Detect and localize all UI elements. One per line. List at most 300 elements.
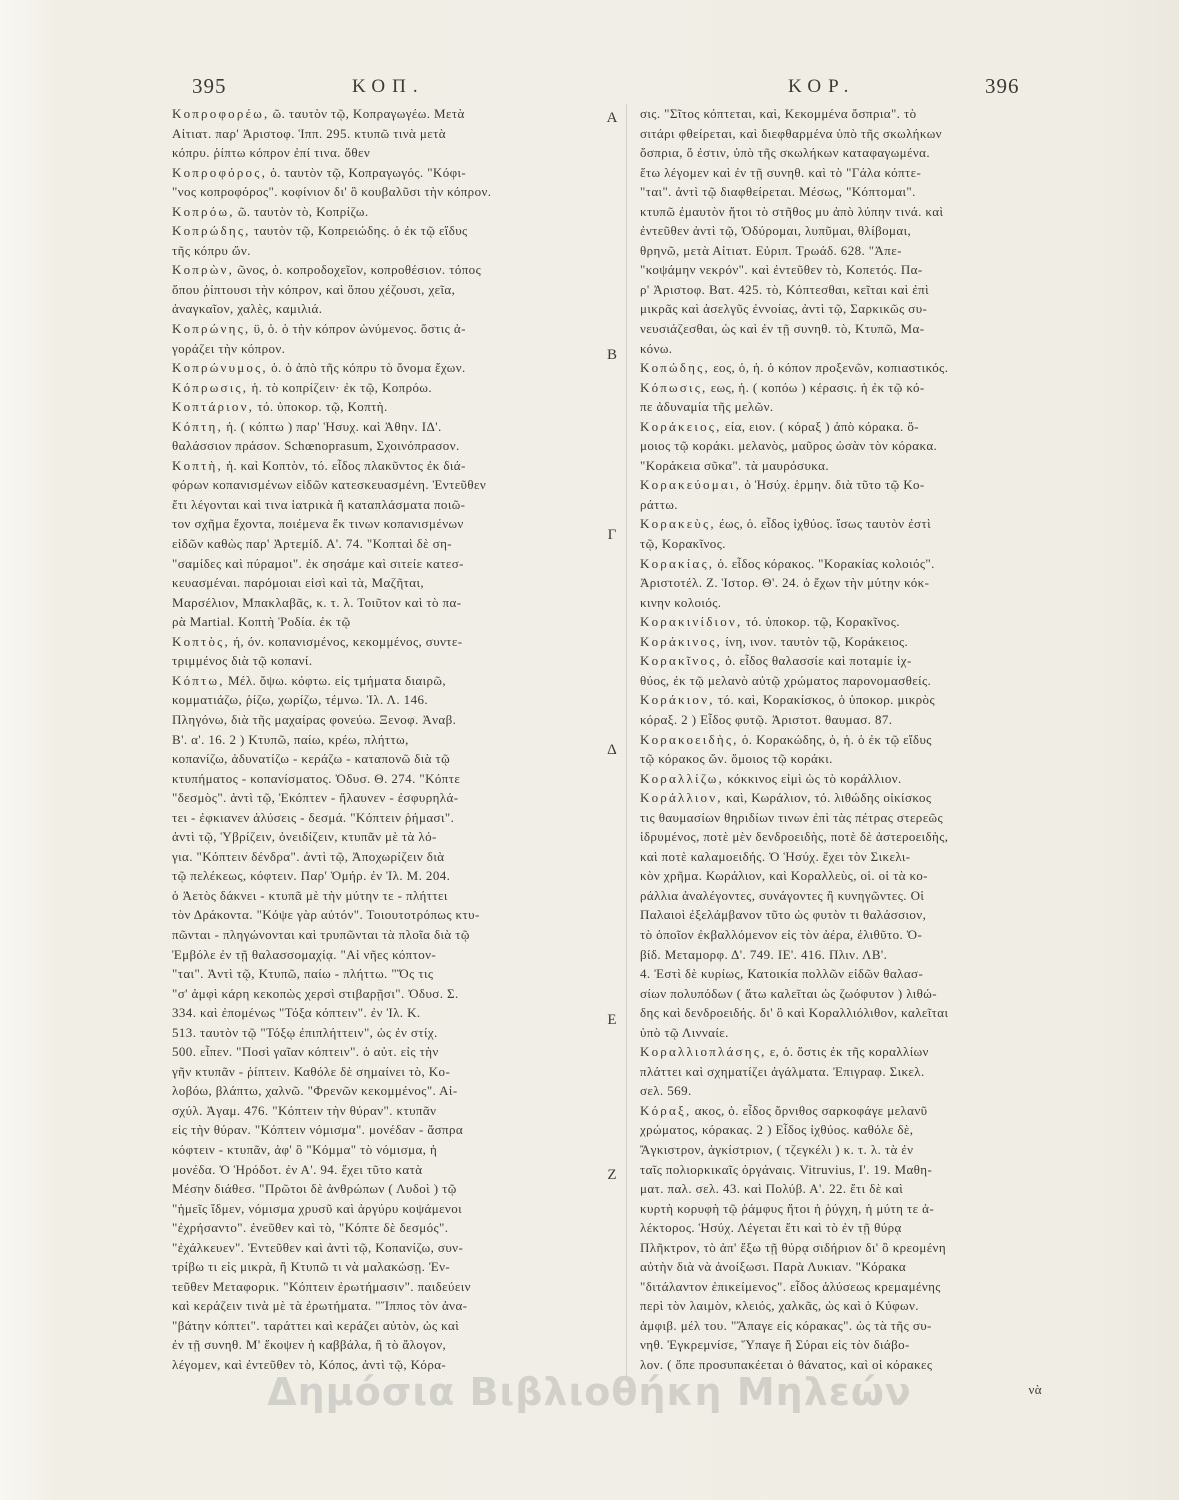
text-line — [640, 436, 1042, 456]
line-content — [172, 671, 446, 691]
line-text: νευσιάζεσθαι, ὡς καὶ ἐν τῇ συνηθ. τὸ, Κτυπῶ, Μα- — [640, 321, 925, 337]
text-line — [640, 299, 1042, 319]
line-content — [172, 769, 460, 789]
text-line — [172, 417, 602, 437]
margin-letter: Γ — [607, 527, 617, 543]
entry-text: ὁ. εἶδος κόρακος. "Κορακίας κολοιός". — [717, 555, 935, 571]
line-text: τὸν Δράκοντα. "Κόψε γὰρ αὐτόν". Τοιουτοτρόπως κτυ- — [172, 907, 480, 923]
line-content — [172, 495, 465, 515]
line-text: ἀναγκαῖον, χαλὲς, καμιλιά. — [172, 301, 323, 317]
line-content — [640, 1179, 903, 1199]
line-text: θύος, ἐκ τῷ μελανὸ αὐτῷ χρώματος παρονομασθείς. — [640, 672, 932, 688]
line-content — [172, 1062, 450, 1082]
text-line — [172, 397, 602, 417]
margin-letter: Α — [606, 110, 618, 126]
headword: Κοράκιον, — [640, 692, 715, 708]
line-text: ράλλια ἀναλέγοντες, συνάγοντες ἢ κυνηγῶντες. Οἱ — [640, 887, 925, 903]
line-text: κόφτειν - κτυπᾶν, ἀφ' ὃ "Κόμμα" τὸ νόμισμα, ἡ — [172, 1141, 438, 1157]
headword: Κορακοειδὴς, — [640, 731, 739, 747]
line-text: Β'. α'. 16. 2 ) Κτυπῶ, παίω, κρέω, πλήττω, — [172, 731, 409, 747]
entry-text: τό. καὶ, Κορακίσκος, ὁ ὑποκορ. μικρὸς — [717, 692, 936, 708]
text-line — [172, 690, 602, 710]
text-line — [640, 1277, 1042, 1297]
text-line — [640, 1062, 1042, 1082]
margin-letter: Ε — [607, 1012, 617, 1028]
line-text: "βάτην κόπτει". ταράττει καὶ κεράζει αὐτὸν, ὡς καὶ — [172, 1317, 460, 1333]
line-content — [640, 514, 931, 534]
line-text: εἰς τὴν θύραν. "Κόπτειν νόμισμα". μονέδαν - ἄσπρα — [172, 1122, 464, 1138]
line-content — [640, 1160, 932, 1180]
line-text: κόπρυ. ῥίπτω κόπρον ἐπί τινα. ὅθεν — [172, 145, 371, 161]
text-line — [172, 1023, 602, 1043]
text-line — [172, 495, 602, 515]
text-line — [172, 163, 602, 183]
line-text: ἔτι λέγονται καὶ τινα ἰατρικὰ ἢ καταπλάσματα ποιῶ- — [172, 496, 466, 512]
text-line — [172, 319, 602, 339]
text-line — [640, 475, 1042, 495]
headword: Κορακίας, — [640, 555, 715, 571]
text-line — [640, 1296, 1042, 1316]
text-line — [172, 1179, 602, 1199]
line-content — [172, 143, 370, 163]
entry-text: καὶ, Κωράλιον, τό. λιθώδης οἰκίσκος — [726, 790, 932, 806]
line-content — [640, 358, 948, 378]
text-line — [172, 632, 602, 652]
line-text: αὐτὴν διὰ νὰ ἀνοίξωσι. Παρὰ Λυκιαν. "Κόρακα — [640, 1259, 907, 1275]
headword: Κοπρόω, — [172, 203, 235, 219]
line-content — [640, 182, 916, 202]
entry-text: ὁ. εἶδος θαλασσίε καὶ ποταμίε ἰχ- — [725, 653, 912, 669]
line-content — [640, 202, 943, 222]
headword: Κόπτη, — [172, 418, 223, 434]
right-column — [640, 104, 1042, 1375]
line-text: τεῦθεν Μεταφορικ. "Κόπτειν ἐρωτήμασιν". παιδεύειν — [172, 1278, 471, 1294]
line-content — [640, 827, 948, 847]
text-line — [172, 1257, 602, 1277]
text-line — [640, 925, 1042, 945]
line-content — [640, 710, 892, 730]
line-content — [172, 1101, 436, 1121]
line-text: "ἐχρήσαντο". ἐνεῦθεν καὶ τὸ, "Κόπτε δὲ δεσμός". — [172, 1220, 449, 1236]
line-content — [640, 1277, 941, 1297]
line-text: τῷ πελέκεως, κόφτειν. Παρ' Ὁμήρ. ἐν Ἰλ. Μ. 204. — [172, 868, 451, 884]
line-text: νηθ. Ἐγκρεμνίσε, Ὕπαγε ἢ Σύραι εἰς τὸν διάβο- — [640, 1337, 910, 1353]
text-line — [640, 319, 1042, 339]
entry-text: ή, όν. κοπανισμένος, κεκομμένος, συντε- — [233, 633, 463, 649]
line-text: 513. ταυτὸν τῷ "Τόξῳ ἐπιπλήττειν", ὡς ἐν στίχ. — [172, 1024, 438, 1040]
line-text: 500. εἶπεν. "Ποσὶ γαῖαν κόπτειν". ὁ αὐτ. εἰς τὴν — [172, 1044, 439, 1060]
line-text: γῆν κτυπᾶν - ῥίπτειν. Καθόλε δὲ σημαίνει τὸ, Κο- — [172, 1063, 451, 1079]
line-text: σις. "Σῖτος κόπτεται, καὶ, Κεκομμένα ὄσπρια". τὸ — [640, 106, 917, 121]
text-line — [640, 554, 1042, 574]
entry-text: ἡ. ( κόπτω ) παρ' Ἡσυχ. καὶ Ἀθην. ΙΔ'. — [226, 418, 442, 434]
text-line — [172, 593, 602, 613]
text-line — [640, 1179, 1042, 1199]
headword: Κορακινίδιον, — [640, 614, 743, 630]
line-content — [640, 1023, 729, 1043]
line-text: "κοψάμην νεκρόν". καὶ ἐντεῦθεν τὸ, Κοπετός. Πα- — [640, 262, 923, 278]
text-line — [640, 280, 1042, 300]
line-content — [640, 573, 929, 593]
text-line — [172, 1238, 602, 1258]
line-content — [640, 475, 925, 495]
line-text: ἐντεῦθεν ἀντὶ τῷ, Ὀδύρομαι, λυπῦμαι, θλίβομαι, — [640, 223, 912, 239]
line-content — [640, 886, 924, 906]
line-content — [172, 104, 465, 124]
text-line — [640, 847, 1042, 867]
text-line — [640, 1023, 1042, 1043]
text-line — [172, 749, 602, 769]
text-line — [172, 1335, 602, 1355]
line-content — [172, 593, 461, 613]
line-text: Αἰτιατ. παρ' Ἀριστοφ. Ἱππ. 295. κτυπῶ τινὰ μετὰ — [172, 125, 446, 141]
text-line — [172, 456, 602, 476]
entry-text: ὁ Ἡσύχ. ἑρμην. διὰ τῦτο τῷ Κο- — [744, 477, 925, 493]
text-line — [172, 612, 602, 632]
line-text: ματ. παλ. σελ. 43. καὶ Πολύβ. Α'. 22. ἔτι δὲ καὶ — [640, 1181, 904, 1197]
line-text: τις θαυμασίων θηριδίων τινων ἐπὶ τὰς πέτρας στερεῶς — [640, 809, 944, 825]
text-line — [640, 1257, 1042, 1277]
headword: Κορακεὺς, — [640, 516, 716, 532]
text-line — [640, 104, 1042, 124]
line-text: "δεσμὸς". ἀντὶ τῷ, Ἐκόπτεν - ἤλαυνεν - ἐσφυρηλά- — [172, 790, 459, 806]
text-line — [172, 905, 602, 925]
entry-text: Μέλ. ὄψω. κόφτω. εἰς τμήματα διαιρῶ, — [227, 672, 447, 688]
line-text: ἐν τῇ συνηθ. Μ' ἔκοψεν ἡ καββάλα, ἢ τὸ ἄλογον, — [172, 1337, 447, 1353]
catchword: νὰ — [1028, 1382, 1042, 1397]
line-text: Ἄγκιστρον, ἀγκίστριον, ( τζεγκέλι ) κ. τ. λ. τὰ ἐν — [640, 1141, 914, 1157]
text-line — [640, 514, 1042, 534]
entry-text: έως, ὁ. εἶδος ἰχθύος. ἴσως ταυτὸν ἐστὶ — [719, 516, 931, 532]
line-content — [640, 769, 902, 789]
line-text: εἰδῶν καθὼς παρ' Ἀρτεμίδ. Α'. 74. "Κοπταὶ δὲ ση- — [172, 536, 453, 552]
line-content — [172, 378, 432, 398]
text-line — [172, 143, 602, 163]
line-text: Ἐμβόλε ἐν τῇ θαλασσομαχίᾳ. "Αἱ νῆες κόπτον- — [172, 946, 437, 962]
line-text: "διτάλαντον ἐπικείμενος". εἶδος ἁλύσεως κρεμαμένης — [640, 1278, 941, 1294]
text-line — [640, 456, 1042, 476]
line-content — [172, 202, 368, 222]
line-content — [172, 475, 486, 495]
line-text: ὑπὸ τῷ Λινναίε. — [640, 1024, 729, 1040]
line-content — [640, 1042, 929, 1062]
line-content — [172, 632, 463, 652]
line-content — [172, 886, 448, 906]
line-content — [640, 984, 937, 1004]
line-text: τῆς κόπρυ ὤν. — [172, 242, 251, 258]
entry-text: τό. ὑποκορ. τῷ, Κορακῖνος. — [745, 614, 900, 630]
text-line — [172, 514, 602, 534]
text-line — [640, 1160, 1042, 1180]
text-line — [640, 710, 1042, 730]
text-line — [640, 221, 1042, 241]
line-text: λέγομεν, καὶ ἐντεῦθεν τὸ, Κόπος, ἀντὶ τῷ, Κόρα- — [172, 1357, 447, 1372]
text-line — [172, 710, 602, 730]
text-line — [172, 1120, 602, 1140]
text-line — [640, 788, 1042, 808]
line-content — [172, 984, 459, 1004]
line-text: μικρᾶς καὶ ἀσελγῦς ἐννοίας, ἀντὶ τῷ, Σαρκικῶς συ- — [640, 301, 928, 317]
text-line — [172, 475, 602, 495]
line-content — [172, 456, 466, 476]
line-content — [172, 1335, 446, 1355]
line-content — [640, 397, 774, 417]
text-line — [172, 358, 602, 378]
line-text: θρηνῶ, μετὰ Αἰτιατ. Εὐριπ. Τρωάδ. 628. "Ἀπε- — [640, 242, 902, 258]
headword: Κοπρώνης, — [172, 321, 251, 337]
text-line — [172, 808, 602, 828]
text-line — [640, 612, 1042, 632]
line-content — [172, 905, 480, 925]
text-line — [640, 749, 1042, 769]
line-content — [640, 417, 919, 437]
line-content — [172, 260, 481, 280]
line-content — [640, 534, 726, 554]
line-content — [172, 749, 450, 769]
line-text: ἕτω λέγομεν καὶ ἐν τῇ συνηθ. καὶ τὸ "Γάλα κόπτε- — [640, 164, 922, 180]
line-content — [172, 163, 466, 183]
line-text: μονέδα. Ὁ Ἡρόδοτ. ἐν Α'. 94. ἔχει τῦτο κατὰ — [172, 1161, 423, 1177]
text-line — [172, 1218, 602, 1238]
text-line — [172, 339, 602, 359]
line-text: τον σχῆμα ἔχοντα, ποιέμενα ἔκ τινων κοπανισμένων — [172, 516, 464, 532]
text-line — [640, 964, 1042, 984]
text-line — [640, 866, 1042, 886]
line-content — [640, 1296, 919, 1316]
line-text: πῶνται - πληγώνονται καὶ τρυπῶνται τὰ πλοῖα διὰ τῷ — [172, 926, 470, 942]
line-content — [172, 319, 466, 339]
headword: Κόραξ, — [640, 1102, 692, 1118]
margin-letter: Β — [606, 347, 617, 363]
line-content — [640, 143, 930, 163]
text-line — [640, 1120, 1042, 1140]
line-content — [172, 436, 460, 456]
line-content — [640, 1101, 927, 1121]
entry-text: ῶ. ταυτὸν τῷ, Κοπραγωγέω. Μετὰ — [272, 106, 465, 121]
line-text: θαλάσσιον πράσον. Schœnoprasum, Σχοινόπρασον. — [172, 438, 460, 454]
line-text: ὄσπρια, ὅ ἐστιν, ὑπὸ τῆς σκωλήκων καταφαγωμένα. — [640, 145, 931, 161]
text-line — [640, 730, 1042, 750]
line-content — [640, 808, 943, 828]
text-line — [640, 378, 1042, 398]
line-content — [172, 1023, 438, 1043]
headword: Κοράκινος, — [640, 633, 723, 649]
text-line — [172, 788, 602, 808]
text-line — [172, 241, 602, 261]
line-text: 334. καὶ ἐπομένως "Τόξα κόπτειν". ἐν Ἰλ. Κ. — [172, 1005, 421, 1021]
headword: Κοπροφόρος, — [172, 164, 268, 180]
entry-text: ὁ. Κορακώδης, ὁ, ἡ. ὁ ἐκ τῷ εἴδυς — [741, 731, 932, 747]
line-text: Πληγόνω, διὰ τῆς μαχαίρας φονεύω. Ξενοφ. Ἀναβ. — [172, 711, 457, 727]
line-content — [172, 241, 251, 261]
line-content — [172, 1042, 439, 1062]
text-line — [172, 847, 602, 867]
line-text: "σαμίδες καὶ πύραμοι". ἐκ σησάμε καὶ σιτείε κατεσ- — [172, 555, 464, 571]
line-content — [640, 593, 721, 613]
line-content — [172, 710, 456, 730]
library-watermark: Δημόσια Βιβλιοθήκη Μηλεών — [267, 1370, 912, 1414]
headword: Κοπρώνυμος, — [172, 360, 268, 376]
entry-text: ταυτὸν τῷ, Κοπρειώδης. ὁ ἐκ τῷ εἴδυς — [253, 223, 468, 239]
text-line — [640, 417, 1042, 437]
line-content — [640, 1120, 913, 1140]
line-content — [172, 651, 312, 671]
text-line — [172, 1003, 602, 1023]
line-text: κευασμέναι. παρόμοιαι εἰσὶ καὶ τὰ, Μαζῆται, — [172, 575, 425, 591]
line-text: γοράζει τὴν κόπρον. — [172, 340, 286, 356]
headword: Κοπώδης, — [640, 360, 710, 376]
line-text: περὶ τὸν λαιμὸν, κλειός, χαλκᾶς, ὡς καὶ ὁ Κύφων. — [640, 1298, 919, 1314]
line-content — [640, 671, 931, 691]
line-text: ὅπου ῥίπτουσι τὴν κόπρον, καὶ ὅπου χέζουσι, χεῖα, — [172, 281, 456, 297]
line-text: ταῖς πολιορκικαῖς ὀργάναις. Vitruvius, Ι'. 19. Μαθη- — [640, 1161, 933, 1177]
text-line — [172, 554, 602, 574]
line-content — [640, 866, 928, 886]
line-content — [172, 1120, 463, 1140]
text-line — [172, 1160, 602, 1180]
line-content — [640, 788, 931, 808]
text-line — [640, 182, 1042, 202]
entry-text: ῶνος, ὁ. κοπροδοχεῖον, κοπροθέσιον. τόπος — [237, 262, 482, 278]
text-line — [640, 905, 1042, 925]
text-line — [640, 827, 1042, 847]
line-content — [640, 299, 927, 319]
line-content — [640, 651, 912, 671]
line-content — [172, 1257, 450, 1277]
text-line — [172, 925, 602, 945]
line-content — [172, 945, 436, 965]
line-content — [640, 319, 924, 339]
line-content — [172, 866, 450, 886]
text-line — [640, 1218, 1042, 1238]
text-line — [172, 827, 602, 847]
line-text: 4. Ἐστὶ δὲ κυρίως, Κατοικία πολλῶν εἰδῶν θαλασ- — [640, 966, 924, 982]
text-line — [640, 1335, 1042, 1355]
line-text: Μαρσέλιον, Μπακλαβᾶς, κ. τ. λ. Τοιῦτον καὶ τὸ πα- — [172, 594, 462, 610]
text-line — [640, 573, 1042, 593]
margin-letter: Ζ — [607, 1167, 617, 1183]
line-text: καὶ κεράζειν τινὰ μὲ τὰ ἐρωτήματα. "Ἵππος τὸν ἀνα- — [172, 1298, 468, 1314]
entry-text: ε, ὁ. ὅστις ἐκ τῆς κοραλλίων — [769, 1044, 929, 1060]
text-line — [172, 202, 602, 222]
line-text: πλάττει καὶ σχηματίζει ἀγάλματα. Ἐπιγραφ. Σικελ. — [640, 1063, 925, 1079]
line-text: σιτάρι φθείρεται, καὶ διεφθαρμένα ὑπὸ τῆς σκωλήκων — [640, 125, 942, 141]
text-line — [172, 104, 602, 124]
line-content — [640, 847, 911, 867]
line-text: φόρων κοπανισμένων εἰδῶν κατεσκευασμένη. Ἐντεῦθεν — [172, 477, 487, 493]
line-content — [640, 730, 932, 750]
headword: Κορακῖνος, — [640, 653, 723, 669]
line-content — [640, 1081, 692, 1101]
headword: Κοπτάριον, — [172, 399, 255, 415]
line-content — [172, 690, 428, 710]
line-text: Παλαιοὶ ἐξελάμβανον τῦτο ὡς φυτὸν τι θαλάσσιον, — [640, 907, 927, 923]
column-divider — [626, 104, 627, 1376]
text-line — [640, 1199, 1042, 1219]
line-text: "ται". ἀντὶ τῷ διαφθείρεται. Μέσως, "Κόπτομαι". — [640, 184, 916, 200]
line-text: τὸ ὁποῖον ἐκβαλλόμενον εἰς τὸν ἀέρα, ἐλιθῦτο. Ὀ- — [640, 926, 923, 942]
text-line — [640, 495, 1042, 515]
text-line — [172, 1296, 602, 1316]
text-line — [640, 945, 1042, 965]
line-text: "σ' ἀμφὶ κάρη κεκοπὼς χερσὶ στιβαρῇσι". Ὀδυσ. Σ. — [172, 985, 459, 1001]
line-content — [172, 1218, 448, 1238]
line-content — [640, 554, 935, 574]
entry-text: εως, ἡ. ( κοπόω ) κέρασις. ἡ ἐκ τῷ κό- — [710, 379, 925, 395]
entry-text: ϋ, ὁ. ὁ τὴν κόπρον ὠνύμενος. ὅστις ἀ- — [253, 321, 466, 337]
line-content — [172, 1160, 422, 1180]
line-content — [640, 1218, 902, 1238]
line-text: ἀμφιβ. μέλ του. "Ἄπαγε εἰς κόρακας". ὡς τὰ τῆς συ- — [640, 1317, 932, 1333]
line-text: "Κοράκεια σῦκα". τὰ μαυρόσυκα. — [640, 457, 829, 473]
line-content — [640, 163, 921, 183]
text-line — [640, 984, 1042, 1004]
headword: Κοράλλιον, — [640, 790, 723, 806]
entry-text: ὁ. ὁ ἀπὸ τῆς κόπρυ τὸ ὄνομα ἔχων. — [271, 360, 466, 376]
page-number-left: 395 — [192, 74, 227, 98]
text-line — [172, 221, 602, 241]
text-line — [640, 1101, 1042, 1121]
text-line — [172, 964, 602, 984]
text-line — [172, 378, 602, 398]
line-text: σίων πολυπόδων ( ἅτω καλεῖται ὡς ζωόφυτον ) λιθώ- — [640, 985, 937, 1001]
line-text: λέκτορος. Ἡσύχ. Λέγεται ἔτι καὶ τὸ ἐν τῇ θύρᾳ — [640, 1220, 902, 1236]
text-line — [172, 573, 602, 593]
line-content — [640, 1335, 910, 1355]
line-text: "ἐχάλκευεν". Ἐντεῦθεν καὶ ἀντὶ τῷ, Κοπανίζω, συν- — [172, 1239, 464, 1255]
line-text: κτυπῶ ἐμαυτὸν ἤτοι τὸ στῆθος μυ ἀπὸ λύπην τινά. καὶ — [640, 203, 944, 219]
line-content — [172, 1277, 471, 1297]
running-head-left: ΚΟΠ. — [352, 76, 425, 97]
text-line — [640, 651, 1042, 671]
line-content — [172, 280, 455, 300]
text-line — [640, 124, 1042, 144]
line-content — [172, 299, 322, 319]
line-content — [172, 788, 458, 808]
line-content — [640, 1062, 925, 1082]
line-content — [640, 1316, 932, 1336]
left-column — [172, 104, 602, 1375]
text-line — [172, 886, 602, 906]
line-content — [172, 847, 444, 867]
text-line — [640, 690, 1042, 710]
line-content — [640, 925, 922, 945]
line-text: ρ' Ἀριστοφ. Βατ. 425. τὸ, Κόπτεσθαι, κεῖται καὶ ἐπὶ — [640, 281, 930, 297]
line-text: κόραξ. 2 ) Εἶδος φυτῷ. Ἀριστοτ. θαυμασ. 87. — [640, 711, 893, 727]
line-text: σχύλ. Ἀγαμ. 476. "Κόπτειν τὴν θύραν". κτυπᾶν — [172, 1102, 437, 1118]
line-content — [640, 436, 937, 456]
line-content — [172, 1316, 459, 1336]
headword: Κοπρὼν, — [172, 262, 235, 278]
line-content — [172, 730, 409, 750]
line-content — [640, 964, 923, 984]
headword: Κοπτὴ, — [172, 457, 223, 473]
entry-text: τό. ὑποκορ. τῷ, Κοπτὴ. — [257, 399, 388, 415]
text-line — [640, 397, 1042, 417]
line-content — [172, 124, 446, 144]
text-line — [172, 1199, 602, 1219]
line-content — [640, 690, 935, 710]
entry-text: κόκκινος εἰμὶ ὡς τὸ κοράλλιον. — [727, 770, 902, 786]
line-text: ἀντὶ τῷ, Ὑβρίζειν, ὀνειδίζειν, κτυπᾶν μὲ τὰ λό- — [172, 829, 437, 845]
line-content — [640, 260, 923, 280]
text-line — [640, 260, 1042, 280]
text-line — [640, 163, 1042, 183]
line-text: Ἀριστοτέλ. Ζ. Ἱστορ. Θ'. 24. ὁ ἔχων τὴν μύτην κόκ- — [640, 575, 930, 591]
text-line — [172, 299, 602, 319]
headword: Κοραλλίζω, — [640, 770, 725, 786]
line-content — [172, 1003, 421, 1023]
